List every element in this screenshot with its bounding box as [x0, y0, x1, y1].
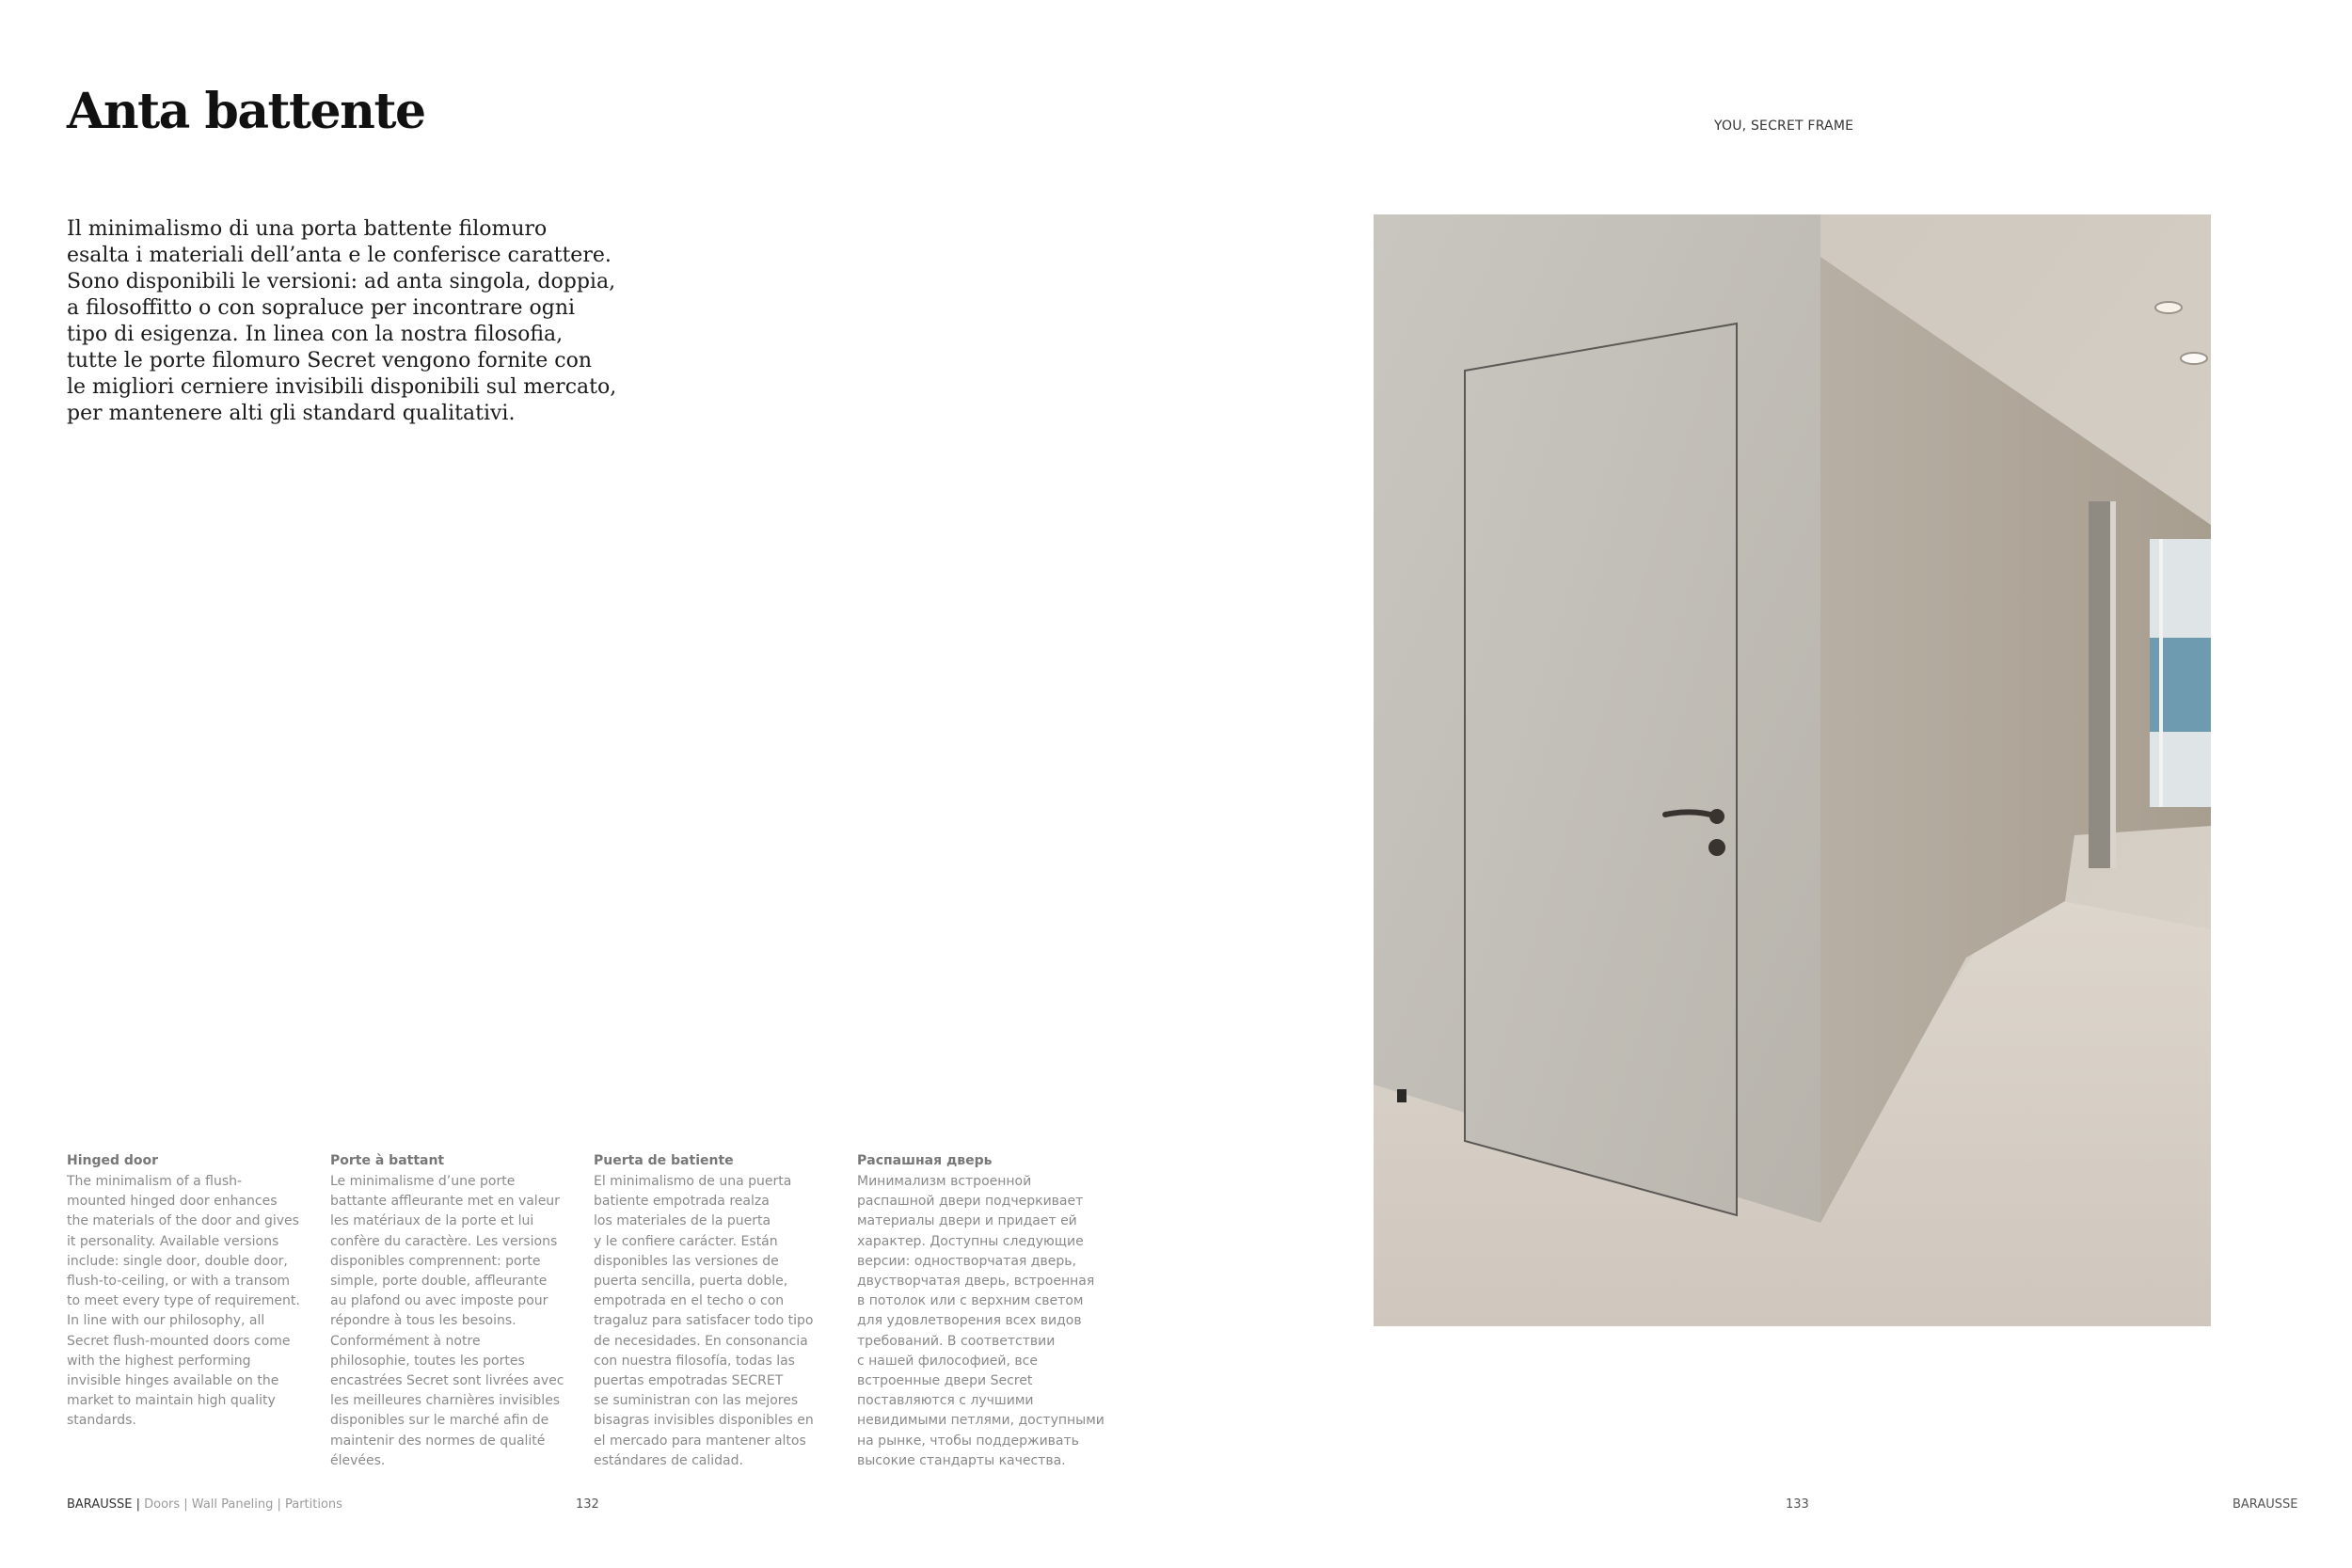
- text-line: для удовлетворения всех видов: [857, 1313, 1082, 1329]
- text-line: the materials of the door and gives: [67, 1213, 299, 1229]
- text-line: it personality. Available versions: [67, 1233, 279, 1249]
- door-lock: [1708, 839, 1725, 856]
- text-line: répondre à tous les besoins.: [330, 1313, 516, 1329]
- door-photo: [1374, 214, 2211, 1326]
- flush-door: [1465, 324, 1737, 1215]
- intro-line: tipo di esigenza. In linea con la nostra filosofia,: [67, 323, 564, 346]
- text-line: y le confiere carácter. Están: [594, 1233, 778, 1249]
- text-line: версии: одностворчатая дверь,: [857, 1253, 1076, 1269]
- text-line: disponibles sur le marché afin de: [330, 1413, 549, 1429]
- text-line: élevées.: [330, 1452, 386, 1468]
- text-line: The minimalism of a flush-: [67, 1174, 243, 1189]
- text-line: batiente empotrada realza: [594, 1194, 770, 1210]
- text-line: puertas empotradas SECRET: [594, 1373, 784, 1389]
- translation-spanish: [594, 1151, 857, 1471]
- footer-subtitle: Doors | Wall Paneling | Partitions: [144, 1497, 342, 1512]
- text-line: встроенные двери Secret: [857, 1373, 1033, 1389]
- text-line: bisagras invisibles disponibles en: [594, 1413, 814, 1429]
- text-line: with the highest performing: [67, 1353, 251, 1369]
- text-line: Le minimalisme d’une porte: [330, 1174, 516, 1189]
- intro-line: esalta i materiali dell’anta e le conferisce carattere.: [67, 244, 612, 267]
- page-number-right: 133: [1786, 1497, 1809, 1512]
- product-label: YOU, SECRET FRAME: [1714, 119, 1854, 134]
- text-line: распашной двери подчеркивает: [857, 1194, 1084, 1210]
- intro-line: per mantenere alti gli standard qualitativi.: [67, 402, 516, 425]
- ceiling-light: [2155, 302, 2182, 313]
- text-line: battante affleurante met en valeur: [330, 1194, 560, 1210]
- intro-line: Il minimalismo di una porta battente filomuro: [67, 217, 548, 241]
- intro-paragraph: [67, 216, 617, 427]
- text-line: con nuestra filosofía, todas las: [594, 1353, 795, 1369]
- text-line: высокие стандарты качества.: [857, 1452, 1066, 1468]
- text-line: les meilleures charnières invisibles: [330, 1393, 561, 1409]
- translation-body: [330, 1172, 594, 1471]
- text-line: invisible hinges available on the: [67, 1373, 279, 1389]
- intro-line: Sono disponibili le versioni: ad anta singola, doppia,: [67, 270, 616, 293]
- text-line: поставляются с лучшими: [857, 1393, 1034, 1409]
- text-line: Secret flush-mounted doors come: [67, 1333, 291, 1349]
- text-line: невидимыми петлями, доступными: [857, 1413, 1104, 1429]
- side-door-frame: [2110, 501, 2116, 868]
- text-line: Минимализм встроенной: [857, 1174, 1032, 1189]
- page-number-left: 132: [576, 1497, 599, 1512]
- text-line: характер. Доступны следующие: [857, 1233, 1084, 1249]
- translation-body: [594, 1172, 857, 1471]
- footer-left: [67, 1497, 342, 1512]
- text-line: encastrées Secret sont livrées avec: [330, 1373, 564, 1389]
- intro-line: le migliori cerniere invisibili disponibili sul mercato,: [67, 375, 617, 399]
- text-line: standards.: [67, 1413, 136, 1429]
- text-line: двустворчатая дверь, встроенная: [857, 1274, 1095, 1290]
- translation-heading: Porte à battant: [330, 1153, 445, 1168]
- text-line: to meet every type of requirement.: [67, 1293, 300, 1309]
- text-line: disponibles las versiones de: [594, 1253, 779, 1269]
- text-line: se suministran con las mejores: [594, 1393, 799, 1409]
- text-line: maintenir des normes de qualité: [330, 1433, 546, 1449]
- text-line: de necesidades. En consonancia: [594, 1333, 808, 1349]
- text-line: El minimalismo de una puerta: [594, 1174, 792, 1189]
- text-line: philosophie, toutes les portes: [330, 1353, 525, 1369]
- text-line: empotrada en el techo o con: [594, 1293, 785, 1309]
- translation-body: [857, 1172, 1120, 1471]
- page-title: Anta battente: [67, 83, 425, 140]
- text-line: с нашей философией, все: [857, 1353, 1038, 1369]
- footer-brand-right: BARAUSSE: [2233, 1497, 2298, 1512]
- text-line: disponibles comprennent: porte: [330, 1253, 541, 1269]
- text-line: les matériaux de la porte et lui: [330, 1213, 534, 1229]
- translation-english: [67, 1151, 330, 1432]
- text-line: tragaluz para satisfacer todo tipo: [594, 1313, 814, 1329]
- translation-body: [67, 1172, 330, 1432]
- intro-line: tutte le porte filomuro Secret vengono fornite con: [67, 349, 593, 372]
- footer-brand: BARAUSSE: [67, 1497, 133, 1512]
- text-line: confère du caractère. Les versions: [330, 1233, 558, 1249]
- side-door: [2089, 501, 2112, 868]
- ceiling-light: [2181, 353, 2207, 364]
- text-line: au plafond ou avec imposte pour: [330, 1293, 548, 1309]
- text-line: flush-to-ceiling, or with a transom: [67, 1274, 291, 1290]
- text-line: в потолок или с верхним светом: [857, 1293, 1084, 1309]
- translation-heading: Hinged door: [67, 1153, 159, 1168]
- footer-separator: |: [135, 1497, 140, 1512]
- window-mullion: [2159, 539, 2163, 807]
- text-line: include: single door, double door,: [67, 1253, 288, 1269]
- text-line: puerta sencilla, puerta doble,: [594, 1274, 788, 1290]
- text-line: market to maintain high quality: [67, 1393, 276, 1409]
- text-line: el mercado para mantener altos: [594, 1433, 806, 1449]
- text-line: estándares de calidad.: [594, 1452, 743, 1468]
- text-line: In line with our philosophy, all: [67, 1313, 265, 1329]
- translation-russian: [857, 1151, 1120, 1471]
- text-line: на рынке, чтобы поддерживать: [857, 1433, 1079, 1449]
- intro-line: a filosoffitto o con sopraluce per incontrare ogni: [67, 296, 576, 320]
- translation-heading: Puerta de batiente: [594, 1153, 734, 1168]
- translation-heading: Распашная дверь: [857, 1153, 993, 1168]
- window-sea: [2150, 638, 2211, 732]
- text-line: simple, porte double, affleurante: [330, 1274, 548, 1290]
- text-line: los materiales de la puerta: [594, 1213, 771, 1229]
- translation-french: [330, 1151, 594, 1471]
- text-line: требований. В соответствии: [857, 1333, 1056, 1349]
- text-line: Conformément à notre: [330, 1333, 481, 1349]
- floor-outlet: [1397, 1089, 1406, 1102]
- text-line: mounted hinged door enhances: [67, 1194, 278, 1210]
- text-line: материалы двери и придает ей: [857, 1213, 1077, 1229]
